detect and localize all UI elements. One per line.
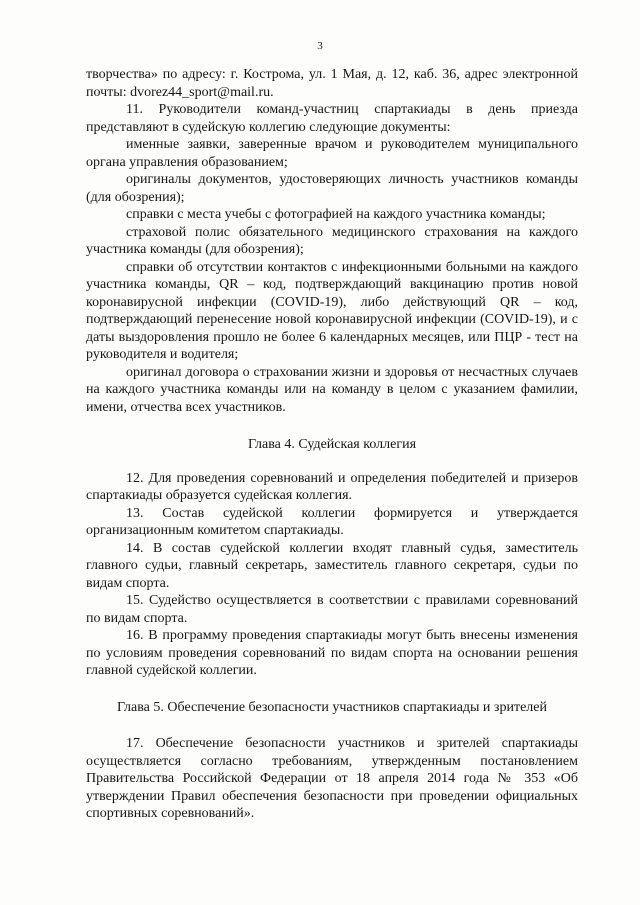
paragraph-11-item-covid-certificates: справки об отсутствии контактов с инфекционными больными на каждого участника команды, QR – код, подтверждающий вакцинацию против новой коронавирусной инфекции (COVID-19), либо действующий QR – код, подтверждающий перенесение новой коронавирусной инфекции (COVID-19), и с даты выздоровления прошло не более 6 календарных месяцев, или ПЦР - тест на руководителя и водителя; — [86, 259, 578, 362]
paragraph-11-item-applications: именные заявки, заверенные врачом и руководителем муниципального органа управления образованием; — [86, 137, 578, 170]
paragraph-11: 11. Руководители команд-участниц спартакиады в день приезда представляют в судейскую коллегию следующие документы: — [86, 102, 578, 135]
paragraph-12: 12. Для проведения соревнований и определения победителей и призеров спартакиады образуется судейская коллегия. — [86, 470, 578, 503]
paragraph-14: 14. В состав судейской коллегии входят главный судья, заместитель главного судьи, главный секретарь, заместитель главного секретаря, судьи по видам спорта. — [86, 540, 578, 591]
paragraph-15: 15. Судейство осуществляется в соответствии с правилами соревнований по видам спорта. — [86, 593, 578, 626]
paragraph-11-item-identity-docs: оригиналы документов, удостоверяющих личность участников команды (для обозрения); — [86, 172, 578, 205]
chapter-4-title: Глава 4. Судейская коллегия — [247, 437, 417, 452]
page-number: 3 — [317, 40, 323, 52]
paragraph-16: 16. В программу проведения спартакиады могут быть внесены изменения по условиям проведения соревнований по видам спорта на основании решения главной судейской коллегии. — [86, 628, 578, 678]
paragraph-continuation: творчества» по адресу: г. Кострома, ул. 1 Мая, д. 12, каб. 36, адрес электронной почты: dvorez44_sport@mail.ru. — [86, 67, 578, 100]
paragraph-11-item-insurance-policy: страховой полис обязательного медицинского страхования на каждого участника команды (для обозрения); — [86, 224, 578, 257]
paragraph-11-item-school-certificates: справки с места учебы с фотографией на каждого участника команды; — [126, 207, 546, 222]
paragraph-13: 13. Состав судейской коллегии формируется и утверждается организационным комитетом спартакиады. — [86, 505, 578, 538]
document-body — [86, 66, 578, 823]
paragraph-17: 17. Обеспечение безопасности участников и зрителей спартакиады осуществляется согласно требованиям, утвержденным постановлением Правительства Российской Федерации от 18 апреля 2014 года № 353 «Об утверждении Правил обеспечения безопасности при проведении официальных спортивных соревнований». — [86, 736, 578, 821]
chapter-5-title: Глава 5. Обеспечение безопасности участников спартакиады и зрителей — [117, 699, 547, 715]
paragraph-11-item-life-insurance: оригинал договора о страховании жизни и здоровья от несчастных случаев на каждого участника команды или на команду в целом с указанием фамилии, имени, отчества всех участников. — [86, 364, 578, 415]
